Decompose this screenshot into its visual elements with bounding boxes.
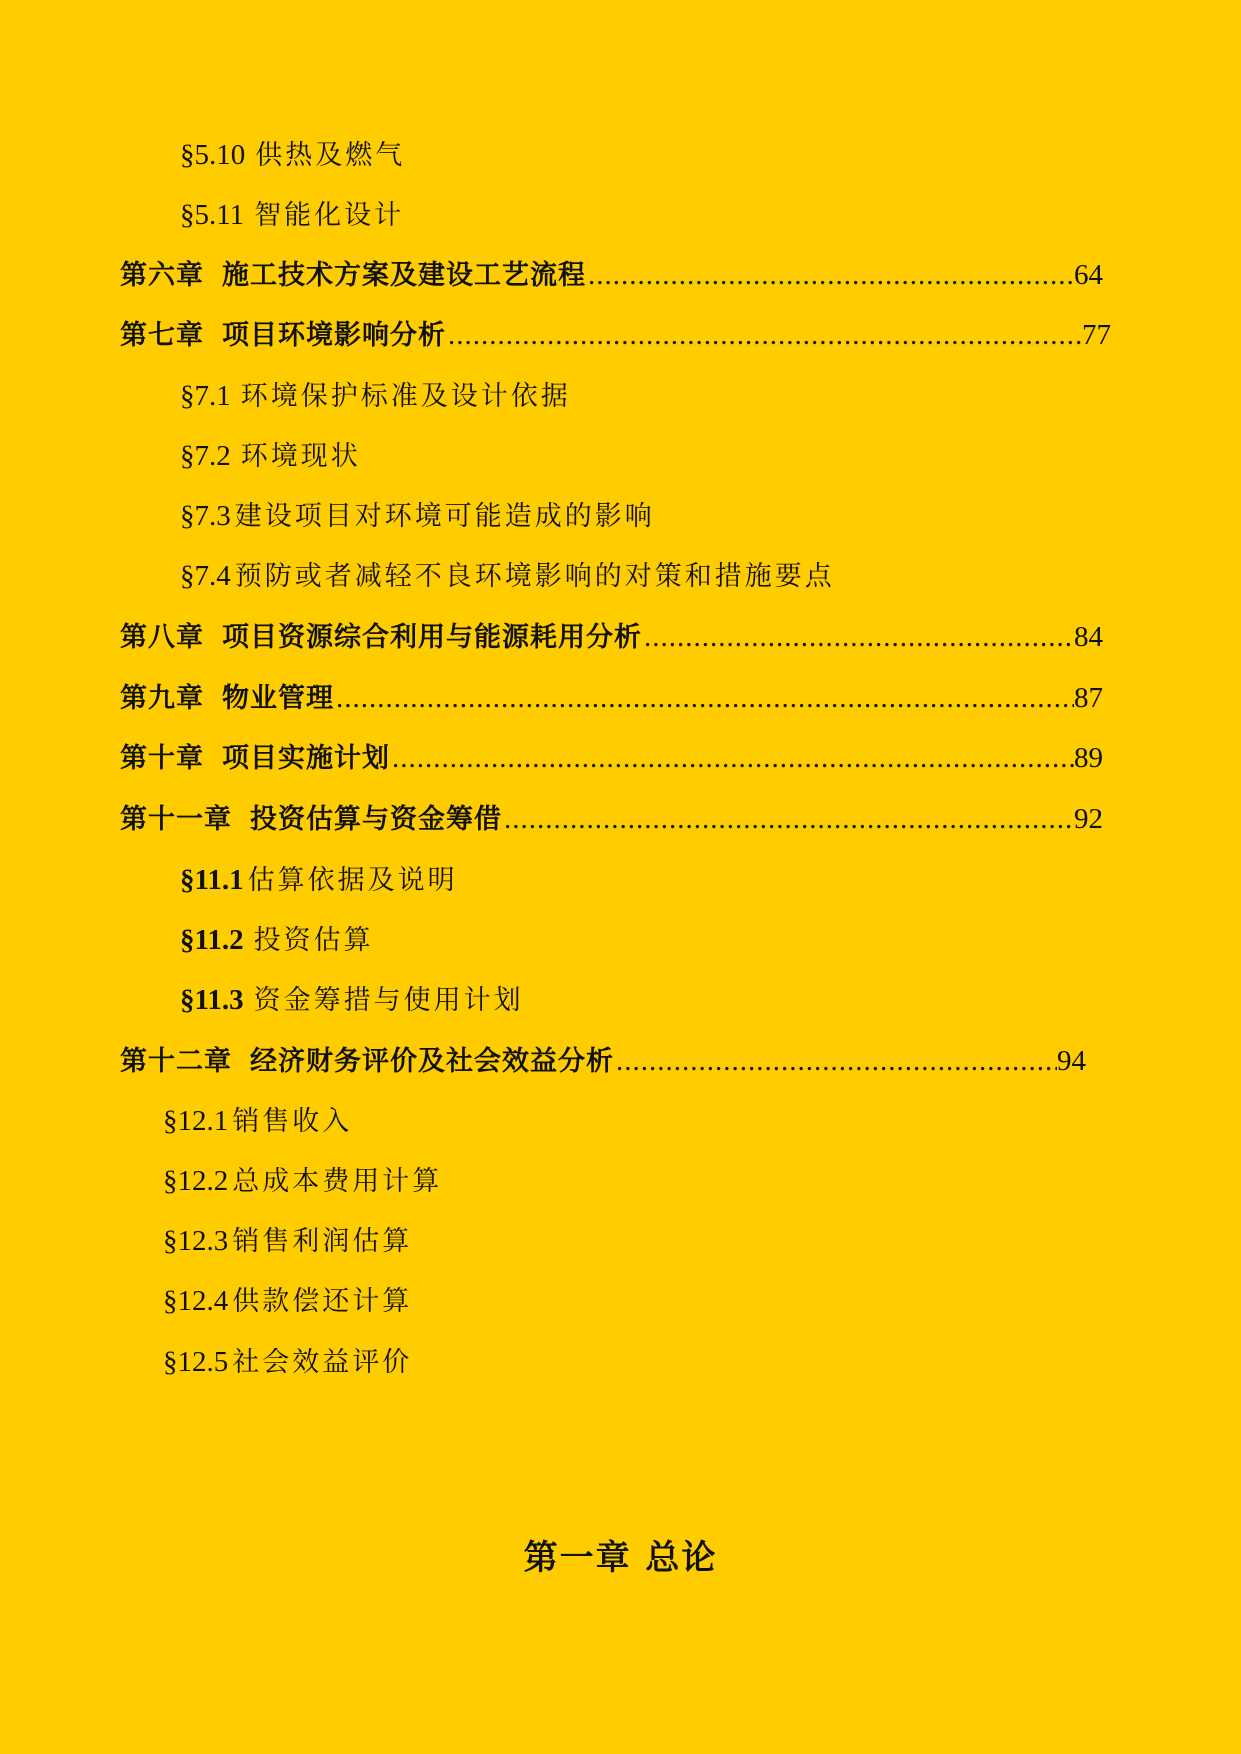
toc-section-7-4[interactable] [180, 554, 835, 598]
chapter-number: 第十二章 [120, 1046, 232, 1077]
toc-section-12-1[interactable] [163, 1099, 352, 1143]
toc-section-5-11[interactable] [180, 193, 404, 237]
toc-section-7-2[interactable] [180, 434, 361, 478]
section-title: 环境现状 [240, 441, 361, 472]
chapter-title: 投资估算与资金筹借 [250, 804, 502, 835]
chapter-title: 项目实施计划 [222, 743, 390, 774]
toc-chapter-11[interactable] [120, 797, 1103, 841]
page-number: 94 [1057, 1045, 1086, 1077]
toc-section-12-3[interactable] [163, 1219, 412, 1263]
section-title: 社会效益评价 [232, 1347, 413, 1378]
leader-dots [644, 615, 1074, 659]
chapter-title: 项目环境影响分析 [222, 320, 446, 351]
toc-section-12-2[interactable] [163, 1159, 442, 1203]
page-number: 87 [1074, 682, 1103, 714]
section-title: 建设项目对环境可能造成的影响 [234, 501, 655, 532]
section-number: §7.1 [180, 380, 231, 412]
leader-dots [392, 736, 1074, 780]
section-title: 资金筹措与使用计划 [253, 985, 524, 1016]
section-title: 环境保护标准及设计依据 [240, 381, 571, 412]
section-number: §5.10 [180, 139, 246, 171]
section-number: §11.2 [180, 924, 244, 956]
section-number: §7.4 [180, 560, 231, 592]
chapter-number: 第九章 [120, 683, 204, 714]
section-title: 投资估算 [253, 925, 374, 956]
section-title: 总成本费用计算 [232, 1166, 443, 1197]
chapter-heading: 第一章 总论 [523, 1538, 718, 1578]
section-title: 销售利润估算 [232, 1226, 413, 1257]
page-number: 77 [1082, 319, 1111, 351]
section-number: §7.2 [180, 440, 231, 472]
section-title: 预防或者减轻不良环境影响的对策和措施要点 [234, 561, 835, 592]
leader-dots [448, 313, 1082, 357]
section-title: 智能化设计 [254, 200, 405, 231]
section-number: §12.4 [163, 1285, 229, 1317]
leader-dots [616, 1039, 1057, 1083]
toc-chapter-7[interactable] [120, 313, 1111, 357]
page-number: 89 [1074, 742, 1103, 774]
section-number: §7.3 [180, 500, 231, 532]
page-number: 64 [1074, 259, 1103, 291]
toc-chapter-8[interactable] [120, 615, 1103, 659]
section-number: §12.5 [163, 1346, 229, 1378]
section-number: §12.3 [163, 1225, 229, 1257]
toc-section-12-4[interactable] [163, 1279, 412, 1323]
toc-section-11-1[interactable] [180, 858, 458, 902]
toc-chapter-10[interactable] [120, 736, 1103, 780]
toc-section-7-1[interactable] [180, 374, 571, 418]
chapter-number: 第十章 [120, 743, 204, 774]
leader-dots [588, 253, 1074, 297]
section-number: §11.1 [180, 864, 244, 896]
chapter-title: 项目资源综合利用与能源耗用分析 [222, 622, 642, 653]
toc-chapter-9[interactable] [120, 676, 1103, 720]
chapter-number: 第六章 [120, 260, 204, 291]
section-number: §12.2 [163, 1165, 229, 1197]
section-title: 供款偿还计算 [232, 1286, 413, 1317]
toc-chapter-6[interactable] [120, 253, 1103, 297]
leader-dots [336, 676, 1074, 720]
chapter-number: 第十一章 [120, 804, 232, 835]
page-number: 84 [1074, 621, 1103, 653]
toc-section-7-3[interactable] [180, 494, 655, 538]
toc-section-11-3[interactable] [180, 978, 524, 1022]
chapter-title: 施工技术方案及建设工艺流程 [222, 260, 586, 291]
chapter-title: 经济财务评价及社会效益分析 [250, 1046, 614, 1077]
toc-section-12-5[interactable] [163, 1340, 412, 1384]
toc-section-11-2[interactable] [180, 918, 374, 962]
section-title: 供热及燃气 [255, 140, 406, 171]
chapter-number: 第八章 [120, 622, 204, 653]
section-title: 估算依据及说明 [247, 865, 458, 896]
chapter-number: 第七章 [120, 320, 204, 351]
section-number: §12.1 [163, 1105, 229, 1137]
toc-chapter-12[interactable] [120, 1039, 1086, 1083]
chapter-title: 物业管理 [222, 683, 334, 714]
section-number: §5.11 [180, 199, 245, 231]
toc-section-5-10[interactable] [180, 133, 405, 177]
leader-dots [504, 797, 1074, 841]
section-title: 销售收入 [232, 1106, 353, 1137]
section-number: §11.3 [180, 984, 244, 1016]
page-number: 92 [1074, 803, 1103, 835]
